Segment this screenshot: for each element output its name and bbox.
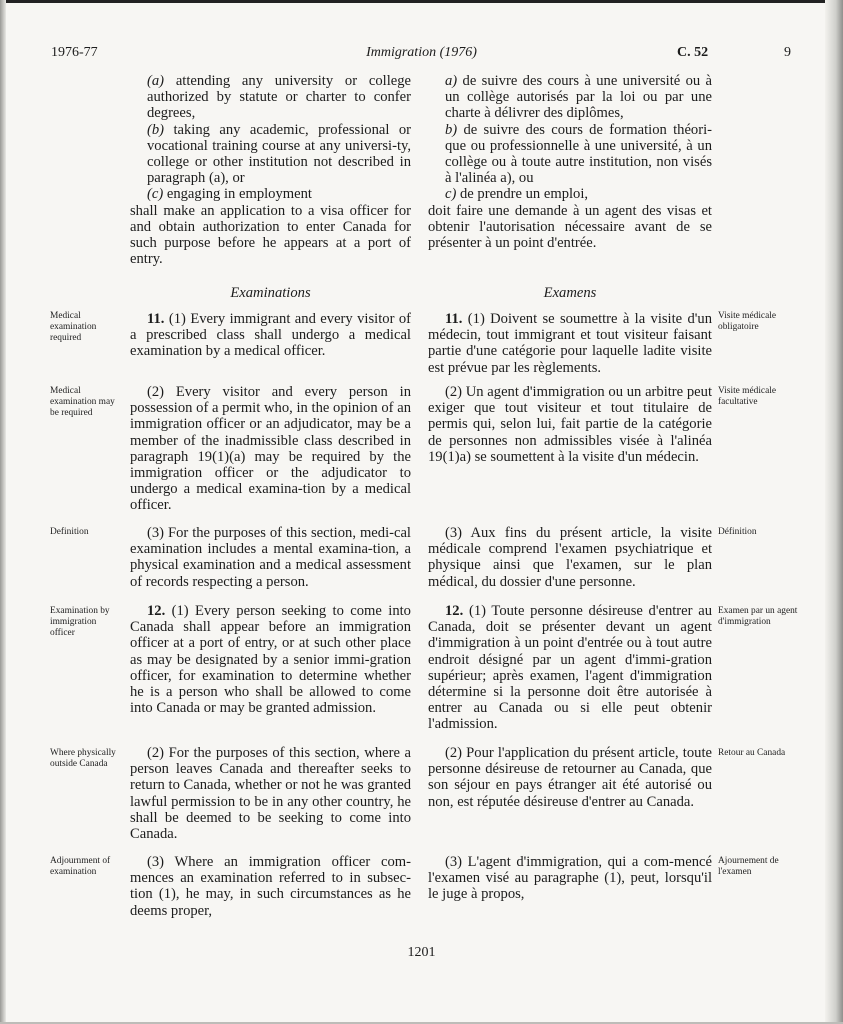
- fr-section-12-1: 12. (1) Toute personne désireuse d'entrer au Canada, doit se présenter devant un agent d'immigration à un point d'entrée ou à tout autre endroit désigné par un agent d'immi-gration supérieur; après examen, l'agent d'immigration détermine si la personne doit être autorisée à entrer au Canada ou si elle peut obtenir l'admission.: [428, 603, 712, 733]
- en-section-12-3: (3) Where an immigration officer com-mences an examination referred to in subsec-tion (1), he may, in such circumstances as he deems proper,: [130, 854, 411, 919]
- en-section-11-3: (3) For the purposes of this section, medi-cal examination includes a mental examina-tion, a physical examination and a medical assessment of records respecting a person.: [130, 525, 411, 590]
- margin-note-fr-ajournement: Ajournement de l'examen: [718, 856, 779, 877]
- margin-note-fr-visite-facultative: Visite médicale facultative: [718, 386, 777, 407]
- margin-note-en-outside-canada: Where physically outside Canada: [50, 748, 116, 769]
- margin-note-fr-examen-par-agent: Examen par un agent d'immigration: [718, 606, 798, 627]
- en-clause-c: (c) engaging in employment: [147, 186, 312, 203]
- en-section-12-2: (2) For the purposes of this section, where a person leaves Canada and thereafter seeks to return to Canada, whether or not he was granted lawful permission to be in any other country, he shall be deemed to be seeking to come into Canada.: [130, 745, 411, 843]
- header-year: 1976-77: [51, 45, 98, 60]
- fr-clause-tail: doit faire une demande à un agent des visas et obtenir l'autorisation nécessaire avant de se présenter à un point d'entrée.: [428, 202, 712, 252]
- margin-note-en-medical-required: Medical examination required: [50, 311, 97, 343]
- fr-clause-a: a) de suivre des cours à une université ou à un collège autorisés par la loi ou par une charte à délivrer des diplômes,: [445, 73, 713, 122]
- fr-section-11-3: (3) Aux fins du présent article, la visite médicale comprend l'examen psychiatrique et physique ainsi que l'examen, sur le plan médical, du dossier d'une personne.: [428, 525, 712, 590]
- page-right-edge: [825, 0, 843, 1024]
- fr-clause-b: b) de suivre des cours de formation théori-que ou professionnelle à une université, à un collège ou à toute autre institution, non visés à l'alinéa a), ou: [445, 121, 712, 187]
- header-page-number: 9: [784, 45, 791, 60]
- fr-section-heading: Examens: [543, 285, 597, 301]
- en-section-heading: Examinations: [230, 285, 311, 301]
- fr-section-12-2: (2) Pour l'application du présent article, toute personne désireuse de retourner au Canada, que son séjour en pays étranger ait été autorisé ou non, est réputée désireuse d'entrer au Canada.: [428, 745, 712, 810]
- en-section-12-1: 12. (1) Every person seeking to come into Canada shall appear before an immigration officer at a port of entry, or at such other place as may be designated by a senior immi-gration officer, for examination to determine whether he is a person who shall be allowed to come into Canada or may be granted admission.: [130, 603, 411, 717]
- header-title: Immigration (1976): [366, 45, 477, 60]
- fr-section-12-3: (3) L'agent d'immigration, qui a com-mencé l'examen visé au paragraphe (1), peut, lorsqu'il le juge à propos,: [428, 854, 712, 903]
- margin-note-fr-definition: Définition: [718, 527, 757, 537]
- margin-note-en-adjournment: Adjournment of examination: [50, 856, 111, 877]
- footer-page-number: 1201: [407, 945, 436, 960]
- margin-note-fr-retour-canada: Retour au Canada: [718, 748, 786, 758]
- margin-note-en-examination-by-officer: Examination by immigration officer: [50, 606, 110, 638]
- en-clause-tail: shall make an application to a visa officer for and obtain authorization to enter Canada for such purpose before he appears at a port of entry.: [130, 202, 411, 268]
- margin-note-en-definition: Definition: [50, 527, 89, 537]
- english-continuation: [130, 73, 411, 267]
- french-continuation: [428, 73, 712, 251]
- en-section-11-2: (2) Every visitor and every person in possession of a permit who, in the opinion of an immigration officer or an adjudicator, may be a member of the inadmissible class described in paragraph 19(1)(a) may be required by the immigration officer or the adjudicator to undergo a medical examina-tion by a medical officer.: [130, 384, 411, 514]
- header-chapter: C. 52: [677, 45, 709, 60]
- fr-section-11-1: 11. (1) Doivent se soumettre à la visite d'un médecin, tout immigrant et tout visiteur faisant partie d'une catégorie pour laquelle ladite visite est prévue par les règlements.: [428, 311, 712, 376]
- en-section-11-1: 11. (1) Every immigrant and every visitor of a prescribed class shall undergo a medical examination by a medical officer.: [130, 311, 412, 360]
- margin-note-fr-visite-obligatoire: Visite médicale obligatoire: [718, 311, 777, 332]
- fr-clause-c: c) de prendre un emploi,: [445, 186, 589, 203]
- page-left-edge: [0, 0, 6, 1024]
- margin-note-en-medical-may-be-required: Medical examination may be required: [50, 386, 115, 418]
- en-clause-b: (b) taking any academic, professional or vocational training course at any universi-ty, college or other institution not described in paragraph (a), or: [147, 121, 411, 187]
- page-top-edge: [0, 0, 843, 3]
- fr-section-11-2: (2) Un agent d'immigration ou un arbitre peut exiger que tout visiteur et tout titulaire de permis qui, selon lui, fait partie de la catégorie de personnes non admissibles visée à l'alinéa 19(1)a) se soumettent à la visite d'un médecin.: [428, 384, 712, 465]
- en-clause-a: (a) attending any university or college authorized by statute or charter to confer degrees,: [147, 73, 411, 122]
